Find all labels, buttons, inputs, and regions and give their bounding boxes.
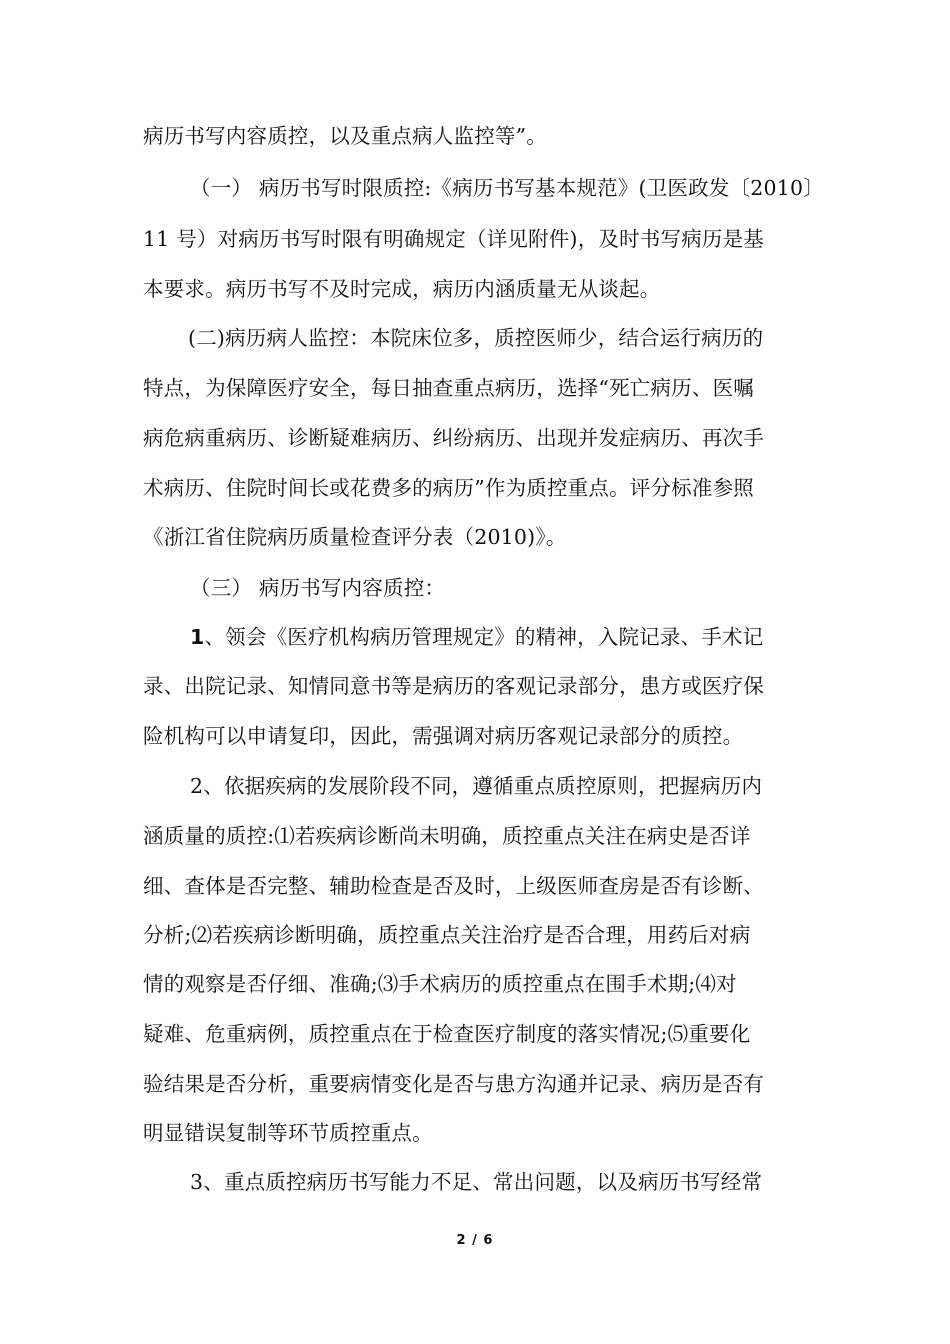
text-line: （一） 病历书写时限质控:《病历书写基本规范》(卫医政发〔2010〕 [190, 176, 824, 200]
text-line: （三） 病历书写内容质控： [190, 576, 446, 600]
page-number: 2 / 6 [456, 1233, 494, 1248]
text-line: 分析;⑵若疾病诊断明确，质控重点关注治疗是否合理，用药后对病 [143, 923, 751, 947]
text-line: 特点，为保障医疗安全，每日抽查重点病历，选择“死亡病历、医嘱 [143, 376, 754, 400]
text-line: 病危病重病历、诊断疑难病历、纠纷病历、出现并发症病历、再次手 [143, 426, 764, 450]
text-line-content: 、领会《医疗机构病历管理规定》的精神，入院记录、手术记 [204, 625, 764, 649]
text-line: 2、依据疾病的发展阶段不同，遵循重点质控原则，把握病历内 [190, 774, 763, 798]
text-line: 3、重点质控病历书写能力不足、常出问题，以及病历书写经常 [190, 1170, 763, 1194]
text-line: 录、出院记录、知情同意书等是病历的客观记录部分，患方或医疗保 [143, 674, 764, 698]
text-line: 术病历、住院时间长或花费多的病历”作为质控重点。评分标准参照 [143, 476, 754, 500]
item-number: 1 [190, 625, 205, 649]
text-line: 疑难、危重病例，质控重点在于检查医疗制度的落实情况;⑸重要化 [143, 1022, 751, 1046]
text-line: 明显错误复制等环节质控重点。 [143, 1121, 433, 1145]
text-line [190, 623, 763, 651]
text-line: 验结果是否分析，重要病情变化是否与患方沟通并记录、病历是否有 [143, 1072, 764, 1096]
text-line: 《浙江省住院病历质量检查评分表（2010)》。 [143, 525, 567, 549]
text-line: 涵质量的质控:⑴若疾病诊断尚未明确，质控重点关注在病史是否详 [143, 824, 751, 848]
text-line: 细、查体是否完整、辅助检查是否及时，上级医师查房是否有诊断、 [143, 874, 764, 898]
text-line: 11 号）对病历书写时限有明确规定（详见附件)，及时书写病历是基 [143, 227, 764, 251]
text-line: 情的观察是否仔细、准确;⑶手术病历的质控重点在围手术期;⑷对 [143, 972, 737, 996]
text-line: 病历书写内容质控，以及重点病人监控等”。 [143, 124, 547, 148]
text-line: (二)病历病人监控：本院床位多，质控医师少，结合运行病历的 [188, 326, 764, 350]
text-line: 险机构可以申请复印，因此，需强调对病历客观记录部分的质控。 [143, 724, 744, 748]
text-line: 本要求。病历书写不及时完成，病历内涵质量无从谈起。 [143, 277, 661, 301]
